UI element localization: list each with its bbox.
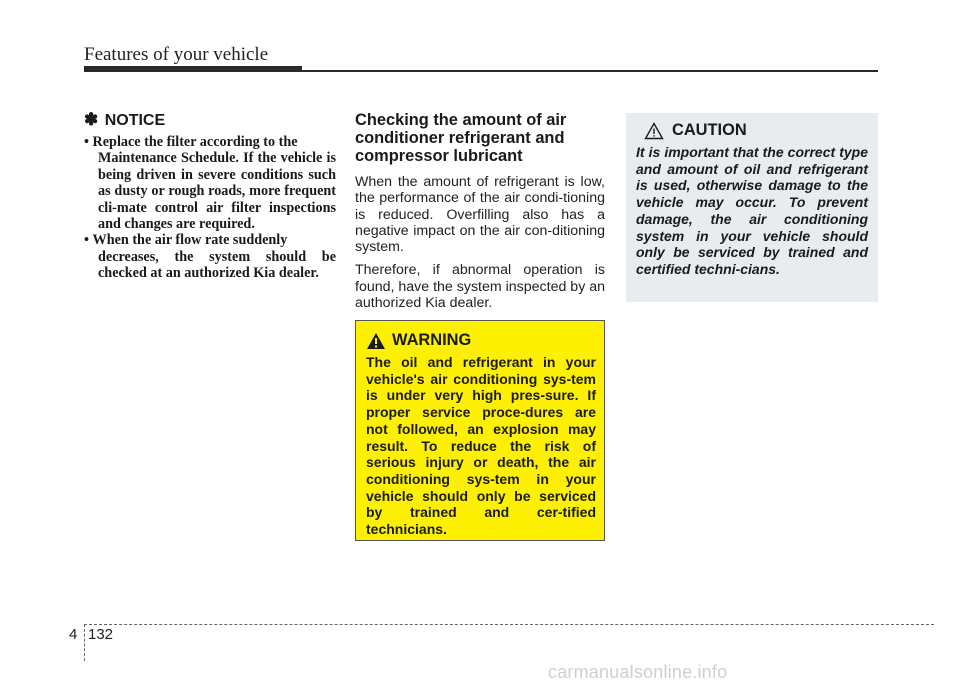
notice-section [84, 110, 336, 282]
checking-paragraph-1: When the amount of refrigerant is low, the performance of the air condi-tioning is reduced. Overfilling also has a negative impact on the air con-ditioning system. [355, 174, 605, 256]
notice-item-first-line: Replace the filter according to the [92, 134, 298, 150]
warning-box [355, 320, 605, 541]
page-number: 132 [88, 626, 114, 643]
caution-text: It is important that the correct type and amount of oil and refrigerant is used, otherwise damage to the vehicle may occur. To prevent damage, the air conditioning system in your vehicle should only be serviced by trained and certified techni-cians. [636, 144, 868, 277]
checking-section [355, 111, 605, 318]
chapter-number: 4 [69, 626, 78, 643]
warning-text: The oil and refrigerant in your vehicle's air conditioning sys-tem is under very high pres-sure. If proper service proce-dures are not followed, an explosion may result. To reduce the risk of serious injury or death, the air conditioning sys-tem in your vehicle should only be serviced by trained and cer-tified technicians. [366, 354, 596, 538]
notice-item-text: Maintenance Schedule. If the vehicle is being driven in severe conditions such as dusty or rough roads, more frequent cli-mate control air filter inspections and changes are required. [98, 150, 336, 233]
caution-box [626, 113, 878, 302]
header-rule-thin [302, 70, 878, 72]
notice-item-first-line: When the air flow rate suddenly [92, 232, 288, 249]
caution-triangle-icon [644, 122, 664, 140]
notice-heading [84, 110, 336, 130]
watermark: carmanualsonline.info [548, 662, 728, 682]
warning-triangle-icon [366, 332, 386, 350]
footer-divider [84, 624, 85, 661]
section-title: Features of your vehicle [84, 44, 269, 65]
notice-item: • When the air flow rate suddenly decreases, the system should be checked at an authorized Kia dealer. [84, 232, 336, 282]
caution-header [636, 121, 868, 140]
caution-title: CAUTION [672, 121, 747, 139]
checking-heading: Checking the amount of air conditioner refrigerant and compressor lubricant [355, 111, 567, 165]
notice-item: • Replace the filter according to the Maintenance Schedule. If the vehicle is being driven in severe conditions such as dusty or rough roads, more frequent cli-mate control air filter inspections and changes are required. [84, 134, 336, 233]
notice-list [84, 134, 336, 282]
notice-title: NOTICE [104, 112, 166, 129]
notice-item-text: decreases, the system should be checked at an authorized Kia dealer. [98, 248, 336, 282]
header-rule-thick [84, 66, 302, 72]
checking-paragraph-2: Therefore, if abnormal operation is found, have the system inspected by an authorized Kia dealer. [355, 262, 606, 312]
asterisk-icon: ✽ [84, 110, 99, 129]
warning-header [366, 331, 596, 350]
footer-rule [84, 624, 934, 625]
warning-title: WARNING [392, 331, 472, 349]
